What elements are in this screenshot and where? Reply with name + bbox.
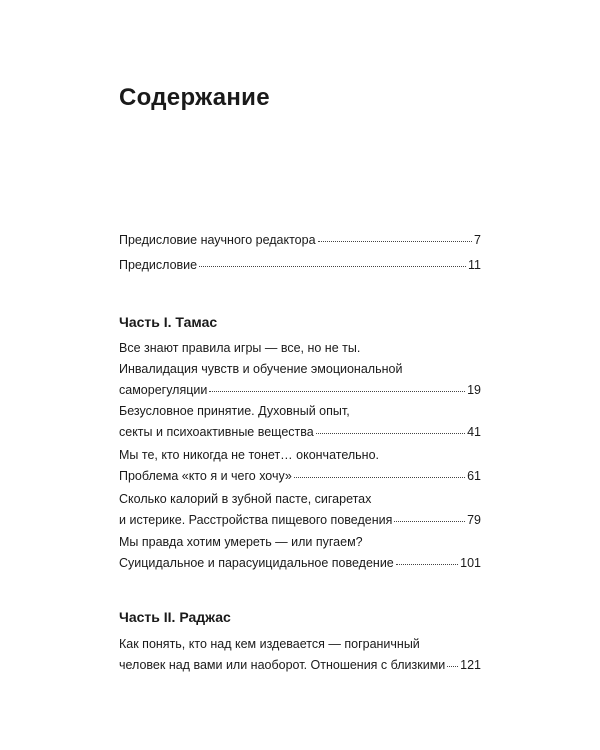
toc-entry-text: Предисловие bbox=[119, 258, 198, 272]
page-number: 19 bbox=[467, 383, 481, 397]
dot-leader bbox=[396, 564, 458, 565]
part-title: Часть I. Тамас bbox=[119, 314, 218, 330]
part-title: Часть II. Раджас bbox=[119, 609, 231, 625]
toc-entry-text: Инвалидация чувств и обучение эмоциональной bbox=[119, 362, 403, 376]
toc-entry-text: секты и психоактивные вещества bbox=[119, 425, 314, 439]
toc-entry[interactable] bbox=[119, 445, 481, 487]
page-number: 41 bbox=[467, 425, 481, 439]
page-number: 101 bbox=[460, 556, 481, 570]
toc-entry-text: Мы те, кто никогда не тонет… окончательно. bbox=[119, 448, 379, 462]
dot-leader bbox=[447, 666, 458, 667]
page-number: 7 bbox=[474, 233, 481, 247]
toc-entry-text: Мы правда хотим умереть — или пугаем? bbox=[119, 535, 363, 549]
dot-leader bbox=[316, 433, 465, 434]
toc-entry-text: Предисловие научного редактора bbox=[119, 233, 316, 247]
toc-entry-preface-editor[interactable] bbox=[119, 230, 481, 251]
dot-leader bbox=[209, 391, 465, 392]
toc-entry-text: Проблема «кто я и чего хочу» bbox=[119, 469, 292, 483]
toc-entry[interactable] bbox=[119, 401, 481, 443]
toc-entry-preface[interactable] bbox=[119, 255, 481, 276]
toc-entry-text: Суицидальное и парасуицидальное поведение bbox=[119, 556, 394, 570]
dot-leader bbox=[318, 241, 473, 242]
toc-entry-text: человек над вами или наоборот. Отношения с близкими bbox=[119, 658, 446, 672]
toc-entry-text: Как понять, кто над кем издевается — пограничный bbox=[119, 637, 420, 651]
dot-leader bbox=[199, 266, 466, 267]
page-number: 79 bbox=[467, 513, 481, 527]
toc-entry-text: Безусловное принятие. Духовный опыт, bbox=[119, 404, 350, 418]
toc-entry[interactable] bbox=[119, 338, 481, 401]
toc-entry[interactable] bbox=[119, 634, 481, 676]
toc-entry[interactable] bbox=[119, 532, 481, 574]
dot-leader bbox=[294, 477, 465, 478]
page-title: Содержание bbox=[119, 84, 270, 111]
page-number: 61 bbox=[467, 469, 481, 483]
page-number: 121 bbox=[460, 658, 481, 672]
dot-leader bbox=[394, 521, 465, 522]
toc-entry[interactable] bbox=[119, 489, 481, 531]
page-number: 11 bbox=[468, 258, 481, 272]
toc-entry-text: саморегуляции bbox=[119, 383, 208, 397]
toc-entry-text: Сколько калорий в зубной пасте, сигаретах bbox=[119, 492, 372, 506]
toc-entry-text: и истерике. Расстройства пищевого поведения bbox=[119, 513, 393, 527]
toc-entry-text: Все знают правила игры — все, но не ты. bbox=[119, 341, 361, 355]
